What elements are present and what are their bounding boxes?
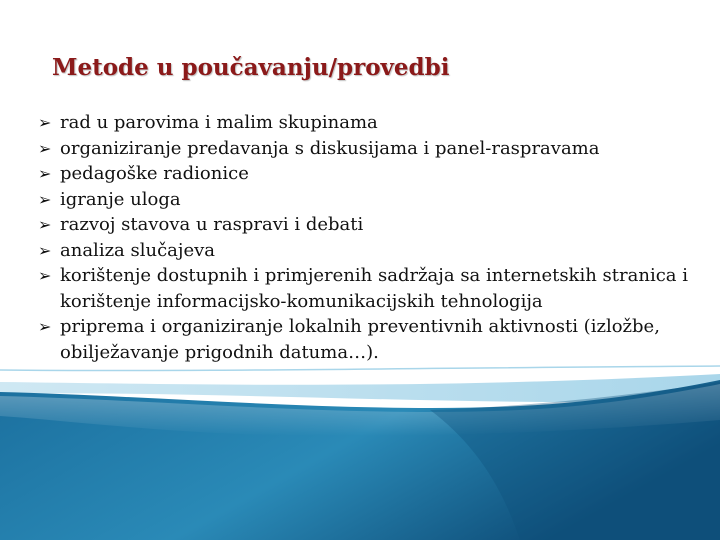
slide-title-text: Metode u poučavanju/provedbi — [52, 54, 450, 81]
slide-title — [52, 54, 449, 81]
list-item — [38, 161, 698, 187]
list-item-text: rad u parovima i malim skupinama — [60, 112, 378, 133]
bullet-list — [38, 110, 698, 365]
arrow-bullet-icon: ➢ — [38, 266, 52, 285]
list-item-text: priprema i organiziranje lokalnih preventivnih aktivnosti (izložbe, obilježavanje prigodnih datuma…). — [60, 316, 660, 363]
list-item-text: razvoj stavova u raspravi i debati — [60, 214, 364, 235]
arrow-bullet-icon: ➢ — [38, 138, 52, 158]
arrow-bullet-icon: ➢ — [38, 113, 52, 132]
list-item — [38, 238, 698, 264]
arrow-bullet-icon: ➢ — [38, 189, 52, 209]
list-item-text: igranje uloga — [60, 188, 181, 210]
list-item — [38, 263, 698, 314]
list-item — [38, 187, 698, 213]
list-item — [38, 110, 698, 136]
list-item — [38, 212, 698, 238]
decorative-wave — [0, 360, 720, 540]
list-item-text: korištenje dostupnih i primjerenih sadržaja sa internetskih stranica i korištenje informacijsko-komunikacijskih tehnologija — [60, 265, 688, 312]
list-item-text: organiziranje predavanja s diskusijama i panel-raspravama — [60, 137, 600, 159]
arrow-bullet-icon: ➢ — [38, 215, 52, 234]
list-item — [38, 314, 698, 365]
list-item-text: analiza slučajeva — [60, 239, 216, 261]
arrow-bullet-icon: ➢ — [38, 164, 52, 183]
list-item — [38, 136, 698, 162]
list-item-text: pedagoške radionice — [60, 163, 249, 184]
arrow-bullet-icon: ➢ — [38, 317, 52, 336]
arrow-bullet-icon: ➢ — [38, 240, 52, 260]
